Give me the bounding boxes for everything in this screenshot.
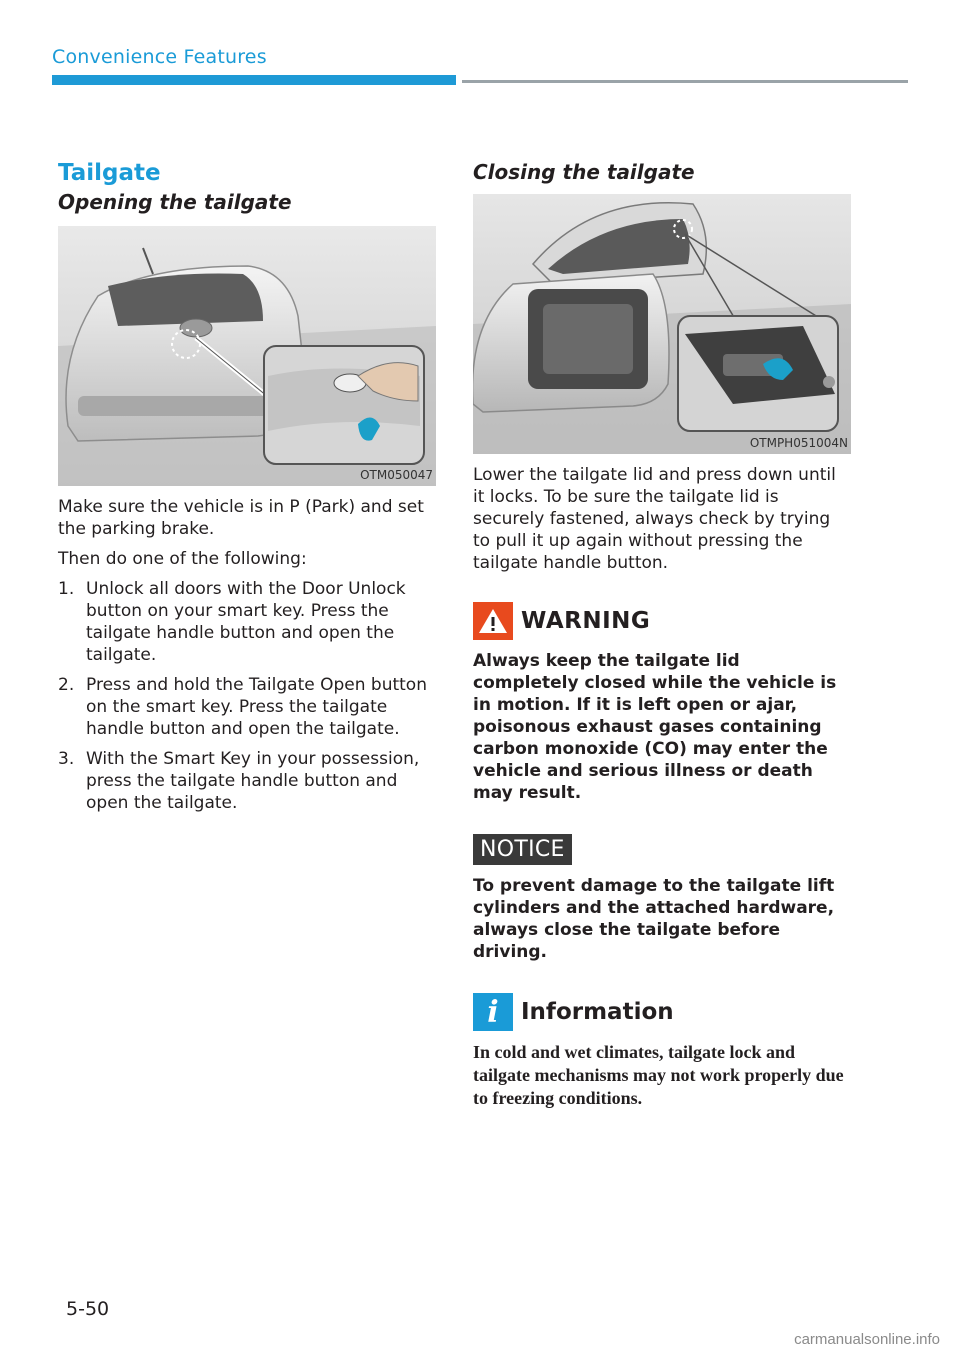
notice-badge: NOTICE (473, 834, 572, 865)
opening-tailgate-drawing (58, 226, 436, 486)
info-icon: i (473, 993, 513, 1031)
opening-tailgate-illustration (58, 226, 436, 486)
closing-tailgate-drawing (473, 194, 851, 454)
closing-subtitle: Closing the tailgate (473, 160, 695, 184)
list-item (58, 674, 436, 740)
step-number: 1. (58, 579, 75, 599)
page-number: 5-50 (66, 1298, 110, 1320)
closing-figure-code: OTMPH051004N (749, 436, 848, 450)
opening-figure-code: OTM050047 (360, 468, 433, 482)
step-text: Unlock all doors with the Door Unlock button on your smart key. Press the tailgate handle button and open the tailgate. (86, 579, 406, 665)
notice-text: To prevent damage to the tailgate lift cylinders and the attached hardware, always close the tailgate before driving. (473, 876, 835, 962)
information-label: Information (521, 999, 674, 1025)
warning-heading (473, 602, 851, 640)
opening-subtitle: Opening the tailgate (58, 190, 292, 214)
left-column (58, 160, 436, 822)
running-header: Convenience Features (52, 46, 267, 68)
step-number: 2. (58, 675, 75, 695)
opening-intro-1: Make sure the vehicle is in P (Park) and set the parking brake. (58, 497, 424, 539)
step-text: Press and hold the Tailgate Open button on the smart key. Press the tailgate handle button and open the tailgate. (86, 675, 427, 739)
list-item (58, 748, 436, 814)
information-heading (473, 993, 851, 1031)
closing-tailgate-illustration (473, 194, 851, 454)
header-rule-blue (52, 75, 456, 85)
warning-icon (473, 602, 513, 640)
header-rule-grey (462, 80, 908, 83)
opening-body (58, 496, 436, 814)
information-text: In cold and wet climates, tailgate lock and tailgate mechanisms may not work properly due to freezing conditions. (473, 1042, 844, 1108)
step-number: 3. (58, 749, 75, 769)
list-item (58, 578, 436, 666)
warning-text: Always keep the tailgate lid completely closed while the vehicle is in motion. If it is left open or ajar, poisonous exhaust gases containing carbon monoxide (CO) may enter the vehicle and serious illness or death may result. (473, 651, 837, 803)
closing-body: Lower the tailgate lid and press down until it locks. To be sure the tailgate lid is securely fastened, always check by trying to pull it up again without pressing the tailgate handle button. (473, 465, 836, 573)
section-title: Tailgate (58, 160, 161, 186)
right-column (473, 160, 851, 1110)
warning-label: WARNING (521, 608, 651, 634)
watermark: carmanualsonline.info (794, 1331, 940, 1348)
opening-intro-2: Then do one of the following: (58, 549, 307, 569)
step-text: With the Smart Key in your possession, press the tailgate handle button and open the tailgate. (86, 749, 420, 813)
opening-steps (58, 578, 436, 814)
